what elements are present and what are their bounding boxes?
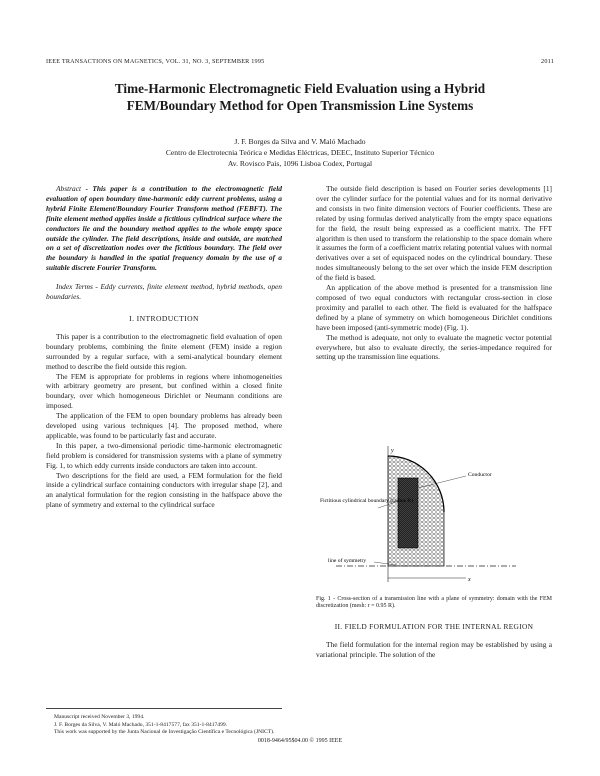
figure-caption: Fig. 1 - Cross-section of a transmission line with a plane of symmetry: domain with the FEM discretization (mesh: r = 0.95 R). bbox=[316, 596, 552, 610]
abstract-text: - This paper is a contribution to the electromagnetic field evaluation of open boundary time-harmonic eddy current problems, using a hybrid Finite Element/Boundary Fourier Transform method (FEBFT). The finite element method applies inside a fictitious cylindrical surface where the conductors lie and the boundary method applies to the whole empty space outside the cylinder. The field descriptions, inside and outside, are matched on a set of discretization nodes over the fictitious boundary. The field over the boundary is handled in the spatial frequency domain by the use of a suitable discrete Fourier Transform. bbox=[46, 184, 282, 273]
conductor bbox=[398, 478, 418, 548]
intro-paragraph: This paper is a contribution to the electromagnetic field evaluation of open boundary problems, combining the finite element (FEM) inside a region surrounded by a regular surface, with a semi-analytical boundary element method to describe the field outside this region. bbox=[46, 331, 282, 371]
y-axis-label: y bbox=[391, 448, 394, 454]
footnotes bbox=[46, 708, 282, 737]
footnote-authors: J. F. Borges da Silva, V. Maló Machado, 351-1-8417577, fax 351-1-8417499. bbox=[54, 721, 228, 728]
boundary-label: Fictitious cylindrical boundary (radius R) bbox=[320, 498, 413, 504]
body-paragraph: The method is adequate, not only to evaluate the magnetic vector potential everywhere, but also to evaluate directly, the series-impedance required for setting up the transmission line equations. bbox=[316, 332, 552, 362]
fem-mesh-diagram bbox=[316, 444, 552, 594]
author-block bbox=[60, 136, 540, 169]
intro-paragraph: Two descriptions for the field are used, a FEM formulation for the field inside a cylindrical surface containing conductors with irregular shape [2], and an analytical formulation for the region consisting in the halfspace above the plane of symmetry and external to the cylindrical surface bbox=[46, 470, 282, 510]
copyright-footer: 0018-9464/95$04.00 © 1995 IEEE bbox=[257, 738, 343, 744]
section-heading-internal-region: II. FIELD FORMULATION FOR THE INTERNAL REGION bbox=[334, 622, 534, 631]
section-heading-introduction: I. INTRODUCTION bbox=[129, 313, 199, 323]
x-axis-label: x bbox=[468, 577, 471, 583]
left-column bbox=[46, 184, 282, 510]
index-terms bbox=[46, 282, 282, 302]
body-paragraph: The field formulation for the internal region may be established by using a variational principle. The solution of the bbox=[316, 640, 552, 659]
body-paragraph: An application of the above method is presented for a transmission line composed of two equal conductors with rectangular cross-section in close proximity and parallel to each other. The field is evaluated for the halfspace defined by a plane of symmetry on which homogeneous Dirichlet conditions have been imposed (anti-symmetric mode) (Fig. 1). bbox=[316, 283, 552, 332]
journal-name: IEEE TRANSACTIONS ON MAGNETICS, VOL. 31, NO. 3, SEPTEMBER 1995 bbox=[46, 58, 265, 65]
author-affiliation: Centro de Electrotecnia Teórica e Medidas Eléctricas, DEEC, Instituto Superior Técnico bbox=[165, 148, 435, 157]
intro-paragraph: The application of the FEM to open boundary problems has already been developed using various techniques [4]. The proposed method, where applicable, was found to be particularly fast and accurate. bbox=[46, 411, 282, 440]
abstract bbox=[46, 184, 282, 273]
paper-title bbox=[60, 80, 540, 114]
conductor-label: Conductor bbox=[468, 472, 492, 478]
page-number: 2011 bbox=[541, 58, 554, 65]
author-names: J. F. Borges da Silva and V. Maló Machado bbox=[234, 137, 366, 146]
author-address: Av. Rovisco Pais, 1096 Lisboa Codex, Portugal bbox=[227, 159, 373, 168]
title-line-2: FEM/Boundary Method for Open Transmission Line Systems bbox=[126, 98, 474, 113]
body-paragraph: The outside field description is based on Fourier series developments [1] over the cylinder surface for the potential values and for its normal derivative and consists in two finite dimension vectors of Fourier coefficients. These are related by using formulas derived analytically from the empty space equations for the field, the result being expressed as a coefficient matrix. The FFT algorithm is then used to transform the relationship to the space domain where it assumes the form of a coefficient matrix relating potential values with normal derivatives over a set of equispaced nodes on the cylindrical boundary. These nodes simultaneously belong to the set over which the inside FEM description of the field is based. bbox=[316, 184, 552, 283]
right-column bbox=[316, 184, 552, 362]
footnote-support: This work was supported by the Junta Nacional de Investigação Científica e Tecnológica (JNICT). bbox=[54, 729, 275, 736]
index-terms-lead: Index Terms bbox=[56, 282, 93, 292]
abstract-lead: Abstract bbox=[56, 184, 82, 193]
running-head bbox=[46, 58, 554, 70]
index-terms-text: - Eddy currents, finite element method, hybrid methods, open boundaries. bbox=[46, 282, 283, 302]
figure-1 bbox=[316, 444, 552, 594]
footnote-received: Manuscript received November 3, 1994. bbox=[54, 714, 145, 720]
intro-paragraph: In this paper, a two-dimensional periodic time-harmonic electromagnetic field problem is considered for transmission systems with a plane of symmetry Fig. 1, to which eddy currents inside conductors are taken into account. bbox=[46, 440, 282, 470]
intro-paragraph: The FEM is appropriate for problems in regions where inhomogeneities with arbitrary geometry are present, but confined within a closed finite boundary, over which homogeneous Dirichlet or Neumann conditions are imposed. bbox=[46, 371, 282, 411]
title-line-1: Time-Harmonic Electromagnetic Field Evaluation using a Hybrid bbox=[114, 81, 486, 96]
symmetry-label: line of symmetry bbox=[328, 558, 367, 564]
section-2-body bbox=[316, 640, 552, 660]
